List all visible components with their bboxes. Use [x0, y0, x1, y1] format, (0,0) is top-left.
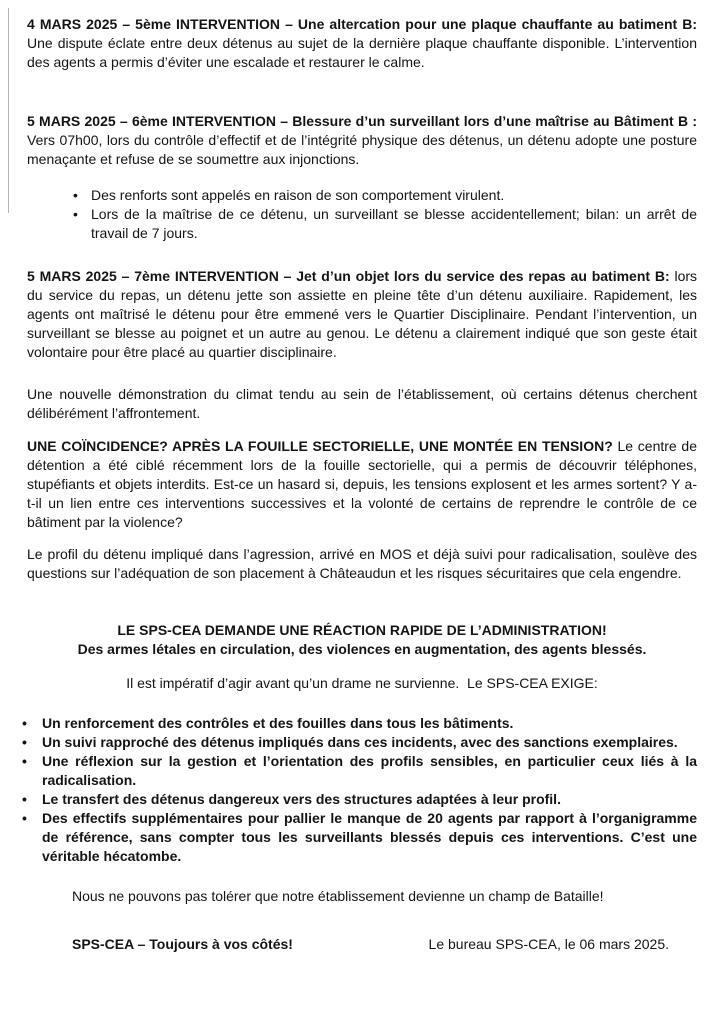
- intervention-7-body: lors du service du repas, un détenu jette son assiette en pleine tête d’un détenu auxiliaire. Rapidement, les agents ont maîtrisé le détenu pour être emmené vers le Quartier Disciplinaire. Pendant l’intervention, un surveillant se blesse au poignet et un autre au genou. Le détenu a clairement indiqué que son geste était volontaire pour être placé au quartier disciplinaire.: [27, 268, 698, 360]
- intervention-7-heading: 5 MARS 2025 – 7ème INTERVENTION – Jet d’un objet lors du service des repas au batiment B:: [27, 268, 670, 284]
- intervention-5-paragraph: [27, 15, 697, 72]
- list-item: • Une réflexion sur la gestion et l’orientation des profils sensibles, en particulier ceux liés à la radicalisation.: [42, 752, 697, 790]
- demande-headline: [27, 621, 697, 659]
- coincidence-heading: UNE COÏNCIDENCE? APRÈS LA FOUILLE SECTORIELLE, UNE MONTÉE EN TENSION?: [27, 438, 613, 454]
- demande-headline-line2: Des armes létales en circulation, des violences en augmentation, des agents blessés.: [77, 641, 647, 657]
- demande-headline-line1: LE SPS-CEA DEMANDE UNE RÉACTION RAPIDE DE L’ADMINISTRATION!: [117, 622, 607, 638]
- intervention-7-paragraph: [27, 267, 697, 362]
- scan-edge-line: [8, 8, 9, 213]
- intervention-6-paragraph: [27, 112, 697, 169]
- profil-paragraph: Le profil du détenu impliqué dans l’agression, arrivé en MOS et déjà suivi pour radicalisation, soulève des questions sur l’adéquation de son placement à Châteaudun et les risques sécuritaires que cela engendre.: [27, 546, 697, 581]
- list-item: • Un renforcement des contrôles et des fouilles dans tous les bâtiments.: [42, 714, 697, 733]
- footer-slogan: SPS-CEA – Toujours à vos côtés!: [72, 936, 293, 952]
- intervention-6-body: Vers 07h00, lors du contrôle d’effectif et de l’intégrité physique des détenus, un détenu adopte une posture menaçante et refuse de se soumettre aux injonctions.: [27, 132, 697, 167]
- climat-paragraph: Une nouvelle démonstration du climat tendu au sein de l’établissement, où certains détenus cherchent délibérément l’affrontement.: [27, 386, 697, 421]
- list-item: • Des renforts sont appelés en raison de son comportement virulent.: [91, 186, 697, 205]
- list-item: • Des effectifs supplémentaires pour pallier le manque de 20 agents par rapport à l’organigramme de référence, sans compter tous les surveillants blessés depuis ces interventions. C’est une véritable hécatombe.: [42, 809, 697, 866]
- coincidence-paragraph: [27, 437, 697, 532]
- intervention-6-bullet-list: [27, 186, 697, 243]
- intervention-5-body: Une dispute éclate entre deux détenus au sujet de la dernière plaque chauffante disponible. L’intervention des agents a permis d’éviter une escalade et restaurer le calme.: [27, 35, 697, 70]
- footer: [27, 935, 697, 954]
- tolerance-line: Nous ne pouvons pas tolérer que notre établissement devienne un champ de Bataille!: [72, 888, 604, 904]
- exigences-bullet-list: [27, 714, 697, 866]
- imperatif-line: Il est impératif d’agir avant qu’un drame ne survienne. Le SPS-CEA EXIGE:: [126, 675, 598, 691]
- footer-signature: Le bureau SPS-CEA, le 06 mars 2025.: [428, 936, 669, 952]
- list-item: • Le transfert des détenus dangereux vers des structures adaptées à leur profil.: [42, 790, 697, 809]
- list-item: • Lors de la maîtrise de ce détenu, un surveillant se blesse accidentellement; bilan: un arrêt de travail de 7 jours.: [91, 205, 697, 243]
- intervention-5-heading: 4 MARS 2025 – 5ème INTERVENTION – Une altercation pour une plaque chauffante au batiment B:: [27, 16, 697, 32]
- intervention-6-heading: 5 MARS 2025 – 6ème INTERVENTION – Blessure d’un surveillant lors d’une maîtrise au Bâtiment B :: [27, 113, 697, 129]
- list-item: • Un suivi rapproché des détenus impliqués dans ces incidents, avec des sanctions exemplaires.: [42, 733, 697, 752]
- coincidence-body: Le centre de détention a été ciblé récemment lors de la fouille sectorielle, qui a permis de découvrir téléphones, stupéfiants et objets interdits. Est-ce un hasard si, depuis, les tensions explosent et les armes sortent? Y a-t-il un lien entre ces interventions successives et la volonté de certains de reprendre le contrôle de ce bâtiment par la violence?: [27, 438, 697, 530]
